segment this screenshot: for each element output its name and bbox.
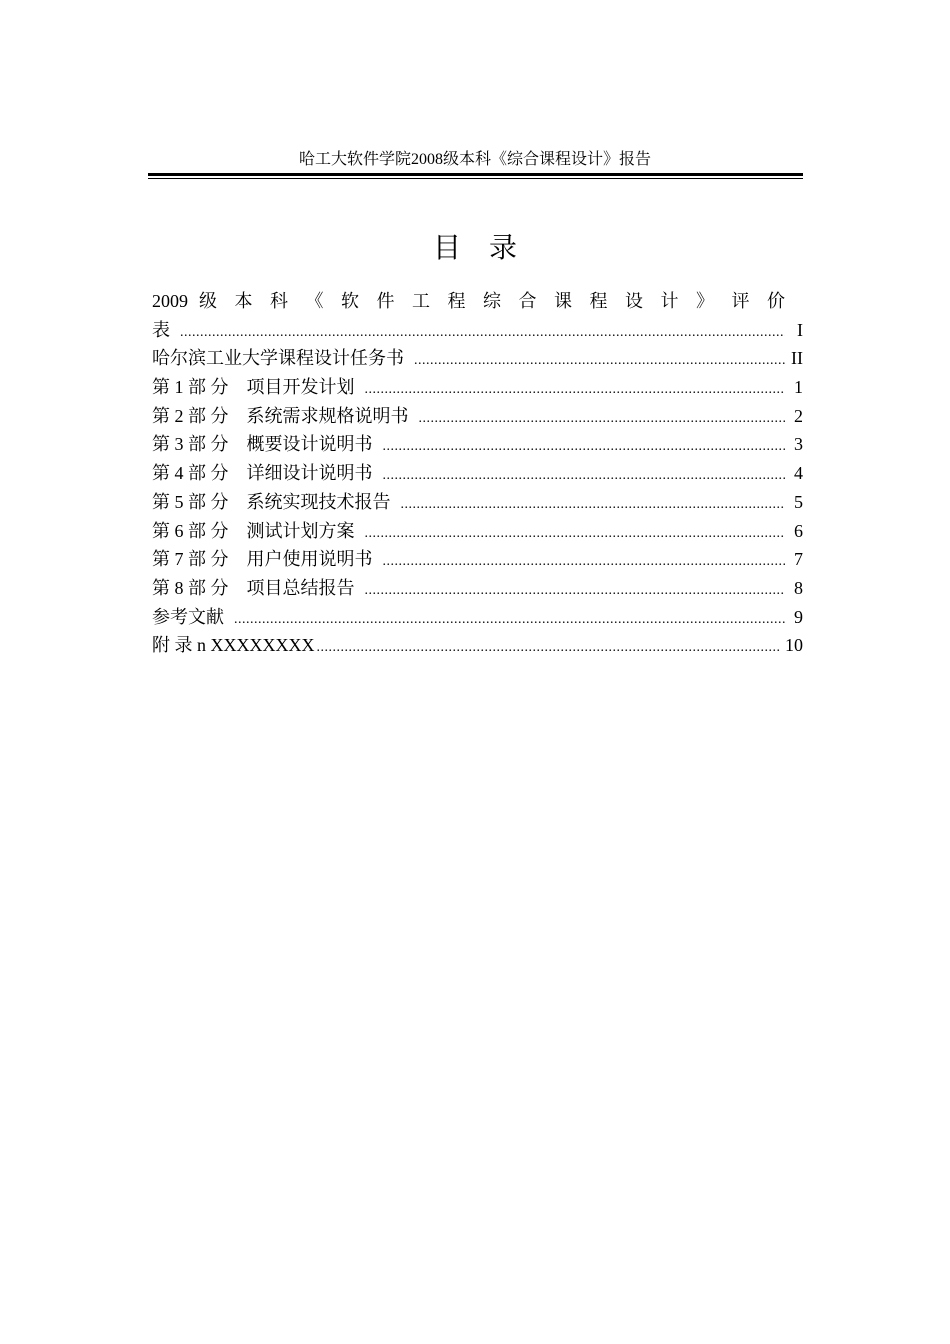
toc-entry[interactable] [152,631,803,660]
toc-leader-dots [317,634,782,660]
toc-entry-page: 2 [794,405,803,426]
toc-leader-dots [180,319,785,345]
toc-entry-label: 第 5 部 分 系统实现技术报告 [152,491,391,512]
toc-entry[interactable] [152,316,803,345]
toc-entry[interactable] [152,603,803,632]
toc-entry-label: 2009 级 本 科 《 软 件 工 程 综 合 课 程 设 计 》 评 价 [152,291,785,311]
toc-entry-page: 10 [785,635,803,656]
toc-entry-label: 第 1 部 分 项目开发计划 [152,377,355,398]
toc-entry[interactable] [152,459,803,488]
toc-leader-dots [414,347,785,373]
toc-leader-dots [401,491,786,517]
toc-leader-dots [383,548,786,574]
toc-entry-page: II [791,348,803,369]
toc-entry-page: 1 [794,377,803,398]
toc-entry-label: 第 7 部 分 用户使用说明书 [152,549,373,570]
toc-entry-label: 第 3 部 分 概要设计说明书 [152,434,373,455]
toc-leader-dots [365,520,786,546]
toc-entry[interactable] [152,545,803,574]
toc-entry-page: 7 [794,549,803,570]
toc-entry-label: 附 录 n XXXXXXXX [152,635,315,656]
toc-leader-dots [419,405,786,431]
toc-entry[interactable] [152,402,803,431]
toc-entry-label: 第 2 部 分 系统需求规格说明书 [152,405,409,426]
toc-entry[interactable] [152,517,803,546]
toc-leader-dots [383,433,786,459]
toc-entry-page: 8 [794,577,803,598]
toc-leader-dots [234,606,785,632]
toc-entry-page: 3 [794,434,803,455]
toc-entry[interactable] [152,373,803,402]
toc-entry-page: 9 [794,606,803,627]
toc-leader-dots [383,462,786,488]
toc-entry-page: 4 [794,463,803,484]
toc-entry-label: 第 8 部 分 项目总结报告 [152,577,355,598]
header-rule-thin [148,178,803,179]
table-of-contents [152,287,803,660]
toc-entry-label: 第 4 部 分 详细设计说明书 [152,463,373,484]
toc-leader-dots [365,376,786,402]
toc-leader-dots [365,577,786,603]
toc-entry-label: 参考文献 [152,606,224,627]
toc-title: 目录 [432,231,545,264]
toc-entry-label: 哈尔滨工业大学课程设计任务书 [152,348,404,369]
toc-entry-page: 5 [794,491,803,512]
header-rule-thick [148,173,803,176]
toc-entry[interactable] [152,287,803,316]
toc-entry[interactable] [152,344,803,373]
toc-entry-label: 第 6 部 分 测试计划方案 [152,520,355,541]
toc-entry[interactable] [152,430,803,459]
toc-entry-label: 表 [152,319,170,340]
toc-entry-page: I [797,319,803,340]
toc-entry[interactable] [152,488,803,517]
running-header: 哈工大软件学院2008级本科《综合课程设计》报告 [298,151,651,168]
toc-entry-page: 6 [794,520,803,541]
toc-entry[interactable] [152,574,803,603]
